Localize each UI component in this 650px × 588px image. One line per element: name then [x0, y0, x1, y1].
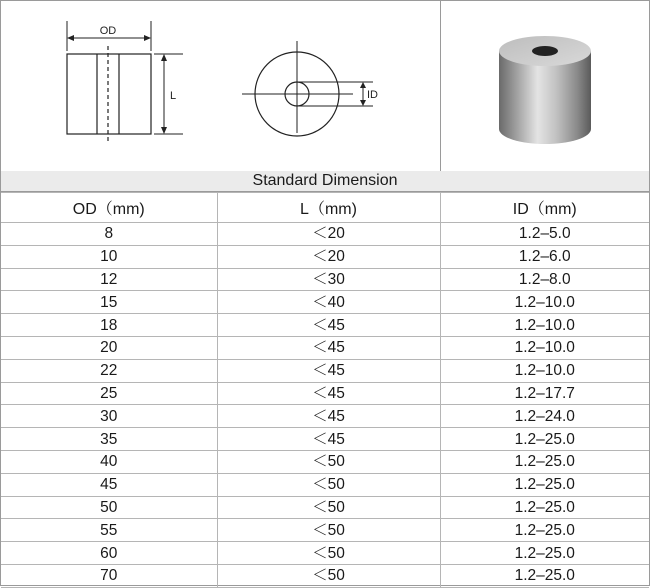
cell-od: 25 — [1, 382, 217, 405]
cell-id: 1.2–10.0 — [440, 314, 649, 337]
cell-l: ＜20 — [217, 223, 440, 246]
l-arrow-top — [161, 54, 167, 61]
cell-id: 1.2–24.0 — [440, 405, 649, 428]
cell-od: 30 — [1, 405, 217, 428]
front-view — [242, 41, 373, 136]
cell-od: 40 — [1, 450, 217, 473]
cell-od: 22 — [1, 359, 217, 382]
cell-l: ＜30 — [217, 268, 440, 291]
l-label: L — [170, 90, 177, 102]
table-body — [1, 223, 649, 588]
cell-od: 35 — [1, 428, 217, 451]
cylinder-render — [441, 1, 649, 171]
cell-id: 1.2–25.0 — [440, 519, 649, 542]
dimension-table — [1, 192, 649, 588]
cell-id: 1.2–6.0 — [440, 245, 649, 268]
table-row — [1, 291, 649, 314]
cell-od: 55 — [1, 519, 217, 542]
od-arrow-right — [144, 35, 151, 41]
cell-od: 8 — [1, 223, 217, 246]
id-arrow-top — [360, 82, 366, 88]
cell-od: 70 — [1, 564, 217, 587]
cell-l: ＜45 — [217, 405, 440, 428]
header-l: L（mm) — [217, 193, 440, 223]
table-row — [1, 450, 649, 473]
cell-id: 1.2–25.0 — [440, 564, 649, 587]
cell-id: 1.2–25.0 — [440, 496, 649, 519]
table-row — [1, 564, 649, 587]
table-row — [1, 314, 649, 337]
table-row — [1, 428, 649, 451]
header-od: OD（mm) — [1, 193, 217, 223]
cell-id: 1.2–10.0 — [440, 336, 649, 359]
cell-od: 45 — [1, 473, 217, 496]
cell-l: ＜45 — [217, 359, 440, 382]
cylinder-bore-hole — [532, 46, 558, 56]
cell-l: ＜20 — [217, 245, 440, 268]
table-row — [1, 245, 649, 268]
technical-drawing — [1, 1, 441, 171]
side-view-outline — [67, 54, 151, 134]
table-row — [1, 473, 649, 496]
header-id: ID（mm) — [440, 193, 649, 223]
cell-l: ＜45 — [217, 428, 440, 451]
cell-id: 1.2–5.0 — [440, 223, 649, 246]
table-row — [1, 382, 649, 405]
table-row — [1, 268, 649, 291]
cell-l: ＜45 — [217, 382, 440, 405]
od-arrow-left — [67, 35, 74, 41]
cell-od: 60 — [1, 542, 217, 565]
cell-l: ＜50 — [217, 496, 440, 519]
id-label: ID — [367, 89, 378, 101]
od-label: OD — [99, 25, 117, 37]
cell-od: 50 — [1, 496, 217, 519]
cell-l: ＜50 — [217, 450, 440, 473]
cell-od: 15 — [1, 291, 217, 314]
table-title: Standard Dimension — [1, 171, 649, 192]
cell-od: 10 — [1, 245, 217, 268]
cell-id: 1.2–8.0 — [440, 268, 649, 291]
cell-id: 1.2–10.0 — [440, 291, 649, 314]
table-row — [1, 519, 649, 542]
cell-id: 1.2–25.0 — [440, 542, 649, 565]
cell-l: ＜45 — [217, 314, 440, 337]
l-arrow-bottom — [161, 127, 167, 134]
cell-l: ＜50 — [217, 564, 440, 587]
cell-od: 18 — [1, 314, 217, 337]
table-row — [1, 359, 649, 382]
cell-id: 1.2–25.0 — [440, 450, 649, 473]
table-row — [1, 496, 649, 519]
cell-id: 1.2–10.0 — [440, 359, 649, 382]
cell-od: 12 — [1, 268, 217, 291]
cell-l: ＜50 — [217, 542, 440, 565]
cell-l: ＜45 — [217, 336, 440, 359]
side-view — [67, 21, 183, 143]
table-row — [1, 542, 649, 565]
header-row — [1, 193, 649, 223]
cell-id: 1.2–17.7 — [440, 382, 649, 405]
table-row — [1, 405, 649, 428]
cell-od: 20 — [1, 336, 217, 359]
diagram-panel — [1, 1, 649, 172]
cell-l: ＜50 — [217, 473, 440, 496]
table-row — [1, 223, 649, 246]
id-arrow-bottom — [360, 100, 366, 106]
cell-l: ＜40 — [217, 291, 440, 314]
table-row — [1, 336, 649, 359]
cell-l: ＜50 — [217, 519, 440, 542]
cell-id: 1.2–25.0 — [440, 428, 649, 451]
cell-id: 1.2–25.0 — [440, 473, 649, 496]
